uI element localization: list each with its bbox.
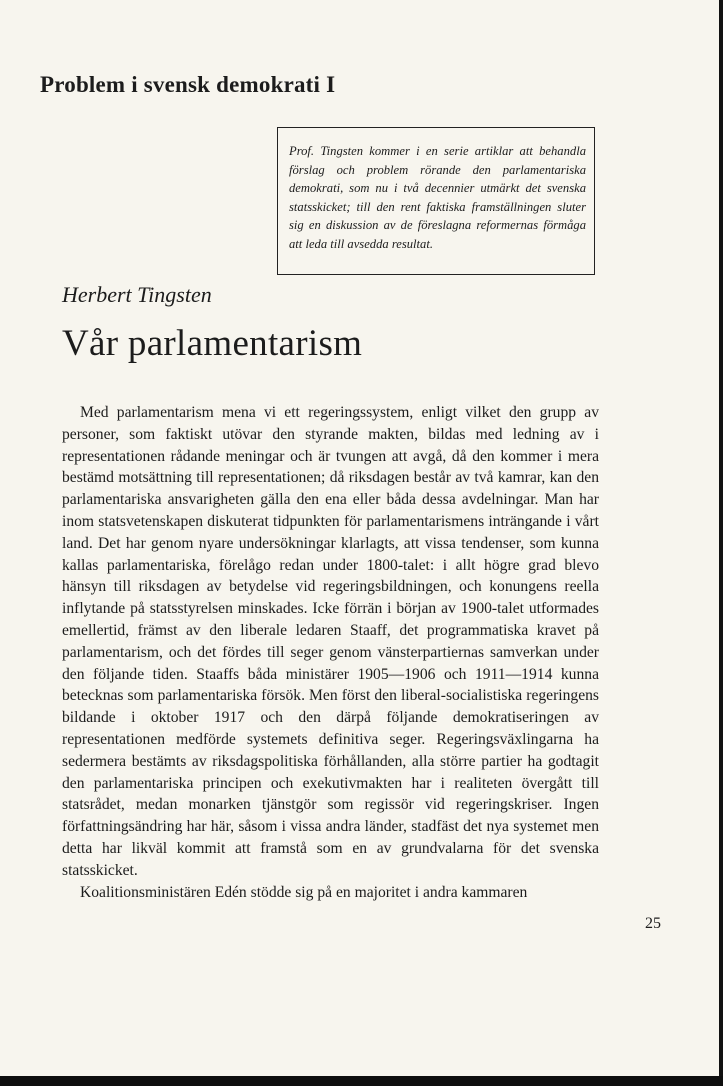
article-title: Vår parlamentarism: [62, 323, 363, 364]
abstract-text: Prof. Tingsten kommer i en serie artiklar att behandla förslag och problem rörande den parlamentariska demokrati, som nu i två decennier utmärkt det svenska statsskicket; till den rent faktiska framställningen sluter sig en diskussion av de föreslagna reformernas förmåga att leda till avsedda resultat.: [289, 144, 586, 251]
page-number: 25: [645, 915, 661, 932]
article-body: [62, 402, 599, 903]
body-paragraph: Koalitionsministären Edén stödde sig på en majoritet i andra kammaren: [80, 883, 528, 901]
abstract-box: [277, 127, 595, 275]
author-name: Herbert Tingsten: [62, 282, 212, 307]
series-header: Problem i svensk demokrati I: [40, 72, 336, 97]
scan-border: [0, 1076, 723, 1086]
body-paragraph: Med parlamentarism mena vi ett regeringssystem, enligt vilket den grupp av personer, som faktiskt utövar den styrande makten, bildas med ledning av i representationen rådande meningar och är tvungen att avgå, då den kommer i mera bestämd motsättning till representationen; då riksdagen består av två kamrar, kan den parlamentariska ansvarigheten gälla den ena eller båda dessa avdelningar. Man har inom statsvetenskapen diskuterat tidpunkten för parlamentarismens inträngande i vårt land. Det har genom nyare undersökningar klarlagts, att vissa tendenser, som kunna kallas parlamentariska, förelågo redan under 1800-talet: i allt högre grad blevo hänsyn till riksdagen av betydelse vid regeringsbildningen, och konungens reella inflytande på statsstyrelsen minskades. Icke förrän i början av 1900-talet utformades emellertid, främst av den liberale ledaren Staaff, det programmatiska kravet på parlamentarism, och det fördes till seger genom vänsterpartiernas samverkan under den följande tiden. Staaffs båda ministärer 1905—1906 och 1911—1914 kunna betecknas som parlamentariska försök. Men först den liberal-socialistiska regeringens bildande i oktober 1917 och den därpå följande demokratiseringen av representationen medförde systemets definitiva seger. Regeringsväxlingarna ha sedermera bestämts av riksdagspolitiska förhållanden, alla större partier ha godtagit den parlamentariska principen och exekutivmakten har i realiteten övergått till statsrådet, medan monarken tjänstgör som regissör vid regeringskriser. Ingen författningsändring har här, såsom i vissa andra länder, stadfäst det nya systemet men detta har likväl kommit att framstå som en av grundvalarna för det svenska statsskicket.: [62, 404, 599, 879]
